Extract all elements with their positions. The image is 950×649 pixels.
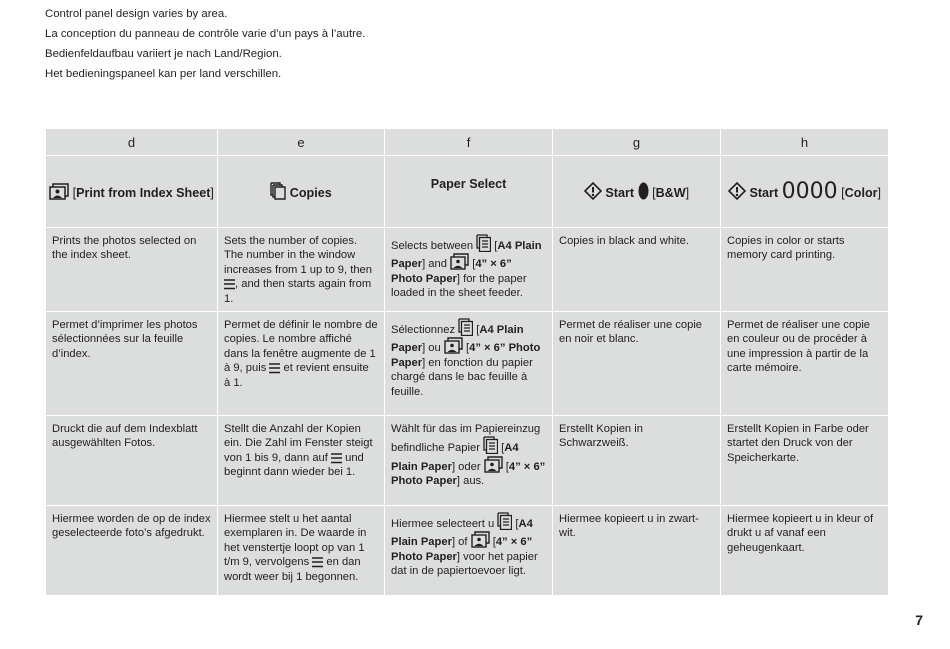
cell-f-fr: Sélectionnez [A4 Plain Paper] ou [4” × 6” Photo Paper] en fonction du papier chargé dans le bac feuille à feuille.: [385, 312, 553, 416]
cell-h-nl: Hiermee kopieert u in kleur of drukt u af vanaf een geheugenkaart.: [721, 506, 889, 596]
mode-label: Color: [844, 186, 878, 201]
cell-g-nl: Hiermee kopieert u in zwart-wit.: [553, 506, 721, 596]
plain-paper-icon: [497, 512, 512, 530]
photo-paper-icon: [471, 531, 490, 548]
control-panel-table: [45, 128, 889, 596]
note-de: Bedienfeldaufbau variiert je nach Land/Region.: [45, 48, 282, 60]
cell-f-en: Selects between [A4 Plain Paper] and [4” × 6” Photo Paper] for the paper loaded in the sheet feeder.: [385, 228, 553, 312]
row-dutch: [46, 506, 889, 596]
plain-paper-icon: [458, 318, 473, 336]
index-sheet-print-icon: [49, 183, 69, 200]
note-nl: Het bedieningspaneel kan per land verschillen.: [45, 68, 282, 80]
cell-d-en: Prints the photos selected on the index sheet.: [46, 228, 218, 312]
lines-icon: [312, 556, 323, 568]
button-name-row: [46, 156, 889, 228]
note-fr: La conception du panneau de contrôle varie d’un pays à l’autre.: [45, 28, 366, 40]
row-german: [46, 416, 889, 506]
cell-d-nl: Hiermee worden de op de index geselecteerde foto’s afgedrukt.: [46, 506, 218, 596]
photo-paper-icon: [450, 253, 469, 270]
plain-paper-icon: [483, 436, 498, 454]
cell-e-fr: Permet de définir le nombre de copies. Le nombre affiché dans la fenêtre augmente de 1 à 9, puis et revient ensuite à 1.: [218, 312, 385, 416]
cell-f-de: Wählt für das im Papiereinzug befindliche Papier [A4 Plain Paper] oder [4” × 6” Photo Paper] aus.: [385, 416, 553, 506]
heading-start-color: Start 0000 [Color]: [721, 156, 889, 228]
color-dots-icon: 0000: [781, 179, 838, 205]
area-notes: [45, 4, 365, 84]
mode-label: B&W: [655, 186, 686, 201]
heading-text: Copies: [289, 186, 332, 201]
letter-row: [46, 129, 889, 156]
lines-icon: [269, 362, 280, 374]
black-dot-icon: [638, 182, 649, 200]
heading-start-bw: Start [B&W]: [553, 156, 721, 228]
cell-d-fr: Permet d’imprimer les photos sélectionnées sur la feuille d’index.: [46, 312, 218, 416]
cell-h-en: Copies in color or starts memory card printing.: [721, 228, 889, 312]
photo-paper-icon: [484, 456, 503, 473]
start-diamond-icon: [584, 182, 602, 200]
copies-icon: [270, 182, 286, 200]
heading-text: Start: [749, 186, 779, 201]
letter-d: d: [46, 129, 218, 156]
cell-h-fr: Permet de réaliser une copie en couleur ou de procéder à une impression à partir de la carte mémoire.: [721, 312, 889, 416]
plain-paper-icon: [476, 234, 491, 252]
page-number: 7: [915, 612, 923, 628]
photo-paper-icon: [444, 337, 463, 354]
heading-text: Start: [605, 186, 635, 201]
cell-h-de: Erstellt Kopien in Farbe oder startet den Druck von der Speicherkarte.: [721, 416, 889, 506]
lines-icon: [331, 452, 342, 464]
letter-h: h: [721, 129, 889, 156]
heading-text: Paper Select: [430, 177, 507, 191]
heading-copies: [218, 156, 385, 228]
cell-e-de: Stellt die Anzahl der Kopien ein. Die Zahl im Fenster steigt von 1 bis 9, dann auf und beginnt dann wieder bei 1.: [218, 416, 385, 506]
cell-g-de: Erstellt Kopien in Schwarzweiß.: [553, 416, 721, 506]
row-french: [46, 312, 889, 416]
start-diamond-icon: [728, 182, 746, 200]
letter-e: e: [218, 129, 385, 156]
lines-icon: [224, 278, 235, 290]
letter-f: f: [385, 129, 553, 156]
heading-paper-select: [385, 156, 553, 228]
heading-print-from-index-sheet: [Print from Index Sheet]: [46, 156, 218, 228]
cell-e-nl: Hiermee stelt u het aantal exemplaren in. De waarde in het venstertje loopt op van 1 t/m 9, vervolgens en dan wordt weer bij 1 begonnen.: [218, 506, 385, 596]
letter-g: g: [553, 129, 721, 156]
heading-text: Print from Index Sheet: [76, 185, 211, 200]
cell-e-en: Sets the number of copies. The number in the window increases from 1 up to 9, then , and then starts again from 1.: [218, 228, 385, 312]
cell-f-nl: Hiermee selecteert u [A4 Plain Paper] of [4” × 6” Photo Paper] voor het papier dat in de papiertoevoer ligt.: [385, 506, 553, 596]
cell-g-fr: Permet de réaliser une copie en noir et blanc.: [553, 312, 721, 416]
row-english: [46, 228, 889, 312]
note-en: Control panel design varies by area.: [45, 8, 228, 20]
cell-d-de: Druckt die auf dem Indexblatt ausgewählten Fotos.: [46, 416, 218, 506]
cell-g-en: Copies in black and white.: [553, 228, 721, 312]
